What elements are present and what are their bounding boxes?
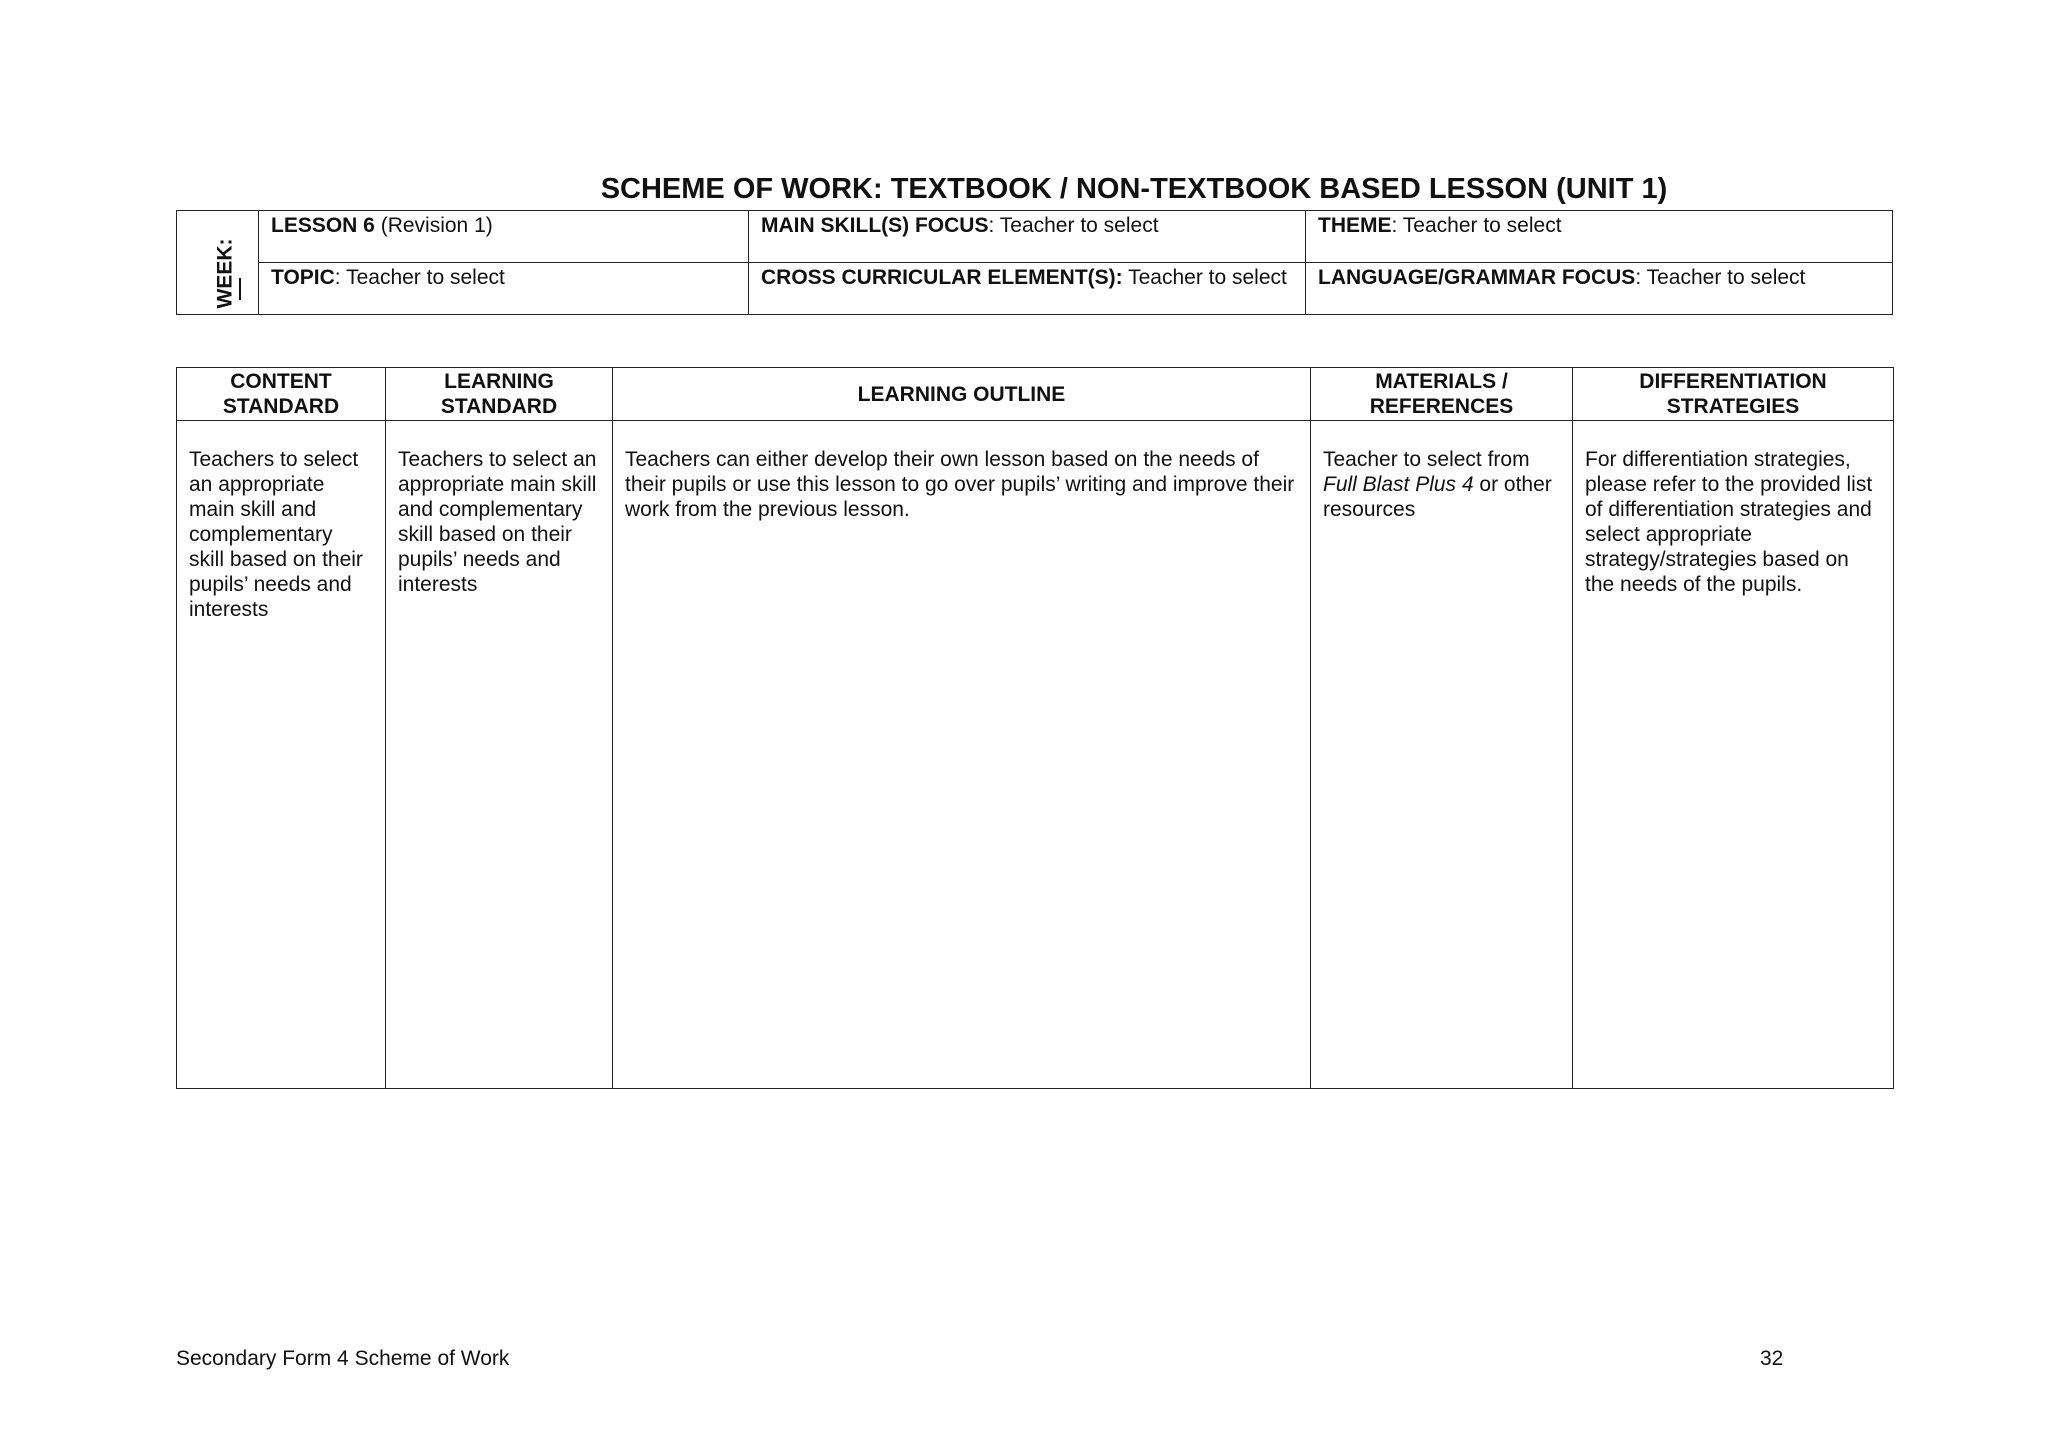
column-header-materials: MATERIALS / REFERENCES (1311, 368, 1573, 421)
lesson-cell (259, 211, 749, 263)
materials-prefix: Teacher to select from (1323, 448, 1530, 471)
lesson-info-table (176, 210, 1893, 315)
footer-page-number: 32 (1760, 1347, 1784, 1370)
lesson-plan-table (176, 367, 1894, 1089)
cross-curricular-value: Teacher to select (1122, 266, 1287, 289)
materials-cell (1311, 421, 1573, 1089)
main-skill-label: MAIN SKILL(S) FOCUS (761, 214, 989, 237)
materials-suffix: or other resources (1323, 473, 1552, 521)
lesson-value: (Revision 1) (374, 214, 493, 237)
week-cell (177, 211, 259, 315)
main-skill-value: : Teacher to select (988, 214, 1159, 237)
main-skill-cell (749, 211, 1306, 263)
column-header-content-standard: CONTENT STANDARD (177, 368, 386, 421)
lesson-info-row-2 (177, 263, 1893, 315)
lesson-info-row-1 (177, 211, 1893, 263)
learning-standard-cell: Teachers to select an appropriate main skill and complementary skill based on their pupils’ needs and interests (386, 421, 613, 1089)
theme-label: THEME (1318, 214, 1392, 237)
column-header-learning-standard: LEARNING STANDARD (386, 368, 613, 421)
learning-outline-cell: Teachers can either develop their own lesson based on the needs of their pupils or use this lesson to go over pupils’ writing and improve their work from the previous lesson. (613, 421, 1311, 1089)
theme-value: : Teacher to select (1391, 214, 1562, 237)
theme-cell (1306, 211, 1893, 263)
column-header-learning-outline: LEARNING OUTLINE (613, 368, 1311, 421)
week-value-line (239, 278, 241, 300)
page-title (176, 172, 1892, 206)
language-focus-cell (1306, 263, 1893, 315)
lesson-label: LESSON 6 (271, 214, 375, 237)
topic-value: : Teacher to select (334, 266, 505, 289)
differentiation-cell: For differentiation strategies, please refer to the provided list of differentiation strategies and select appropriate strategy/strategies based on the needs of the pupils. (1573, 421, 1894, 1089)
topic-cell (259, 263, 749, 315)
cross-curricular-label: CROSS CURRICULAR ELEMENT(S): (761, 266, 1123, 289)
topic-label: TOPIC (271, 266, 335, 289)
content-standard-cell: Teachers to select an appropriate main skill and complementary skill based on their pupils’ needs and interests (177, 421, 386, 1089)
footer-document-name: Secondary Form 4 Scheme of Work (176, 1347, 510, 1370)
lesson-plan-header-row (177, 368, 1894, 421)
page-title-text: SCHEME OF WORK: TEXTBOOK / NON-TEXTBOOK BASED LESSON (UNIT 1) (600, 173, 1668, 205)
lesson-plan-body-row (177, 421, 1894, 1089)
language-focus-label: LANGUAGE/GRAMMAR FOCUS (1318, 266, 1636, 289)
column-header-differentiation: DIFFERENTIATION STRATEGIES (1573, 368, 1894, 421)
language-focus-value: : Teacher to select (1635, 266, 1806, 289)
materials-book-title: Full Blast Plus 4 (1323, 473, 1474, 496)
week-label: WEEK: (213, 238, 237, 309)
cross-curricular-cell (749, 263, 1306, 315)
